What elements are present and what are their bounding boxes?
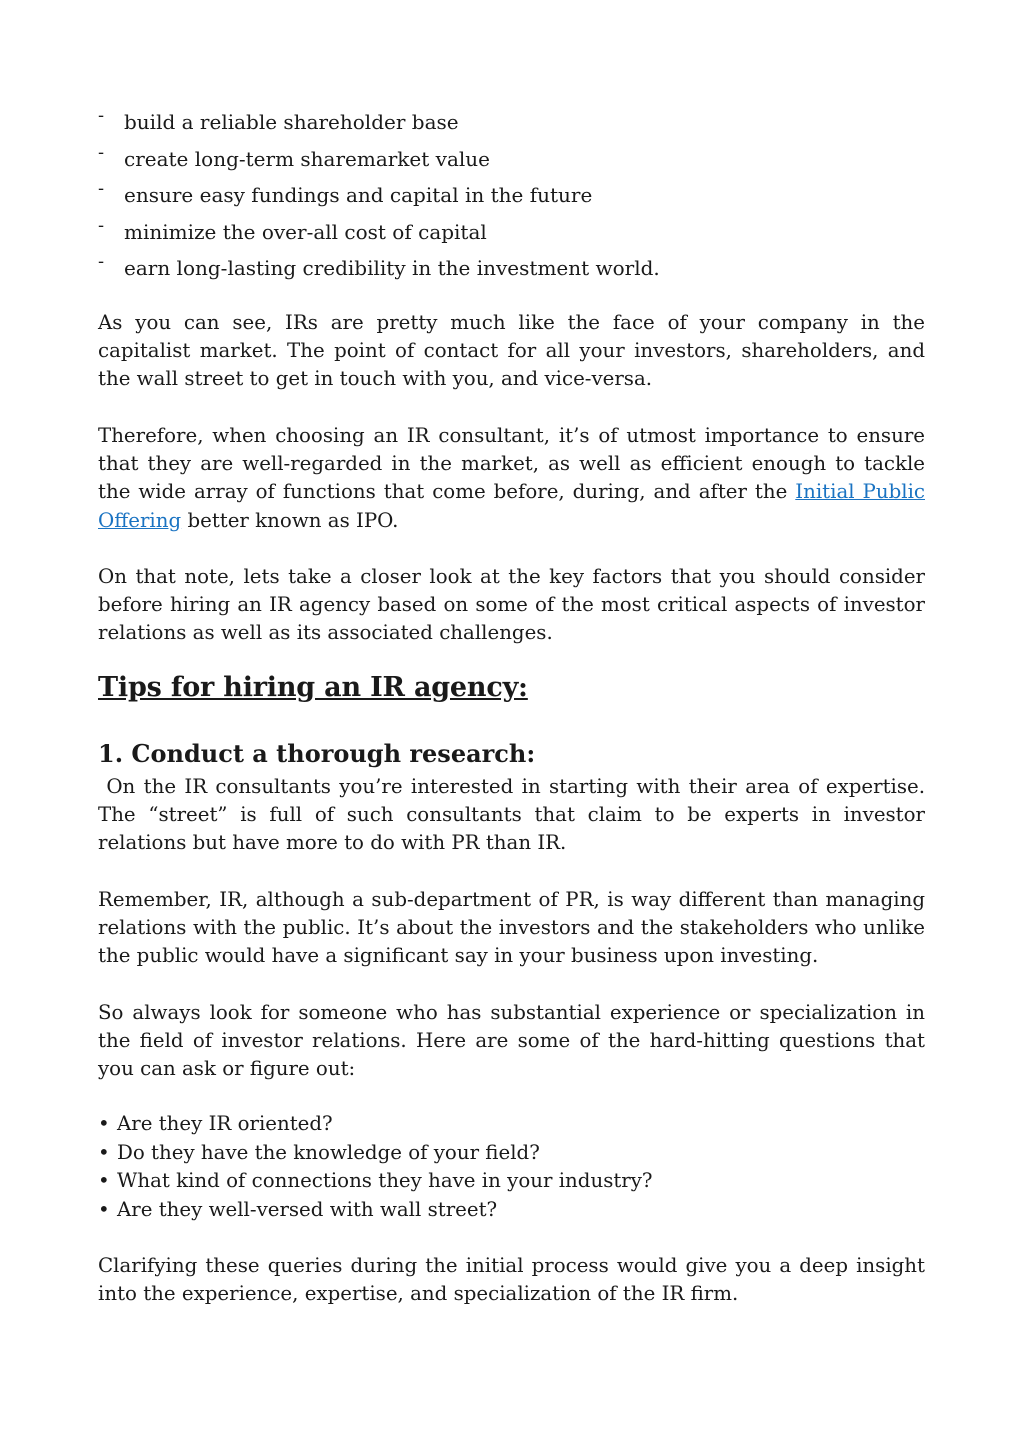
subsection-heading: 1. Conduct a thorough research:: [98, 739, 536, 768]
paragraph-remember: Remember, IR, although a sub-department of PR, is way different than managing relations with the public. It’s about the investors and the stakeholders who unlike the public would have a significant say in your business upon investing.: [98, 888, 925, 968]
list-item: [98, 141, 928, 178]
dash-marker: -: [98, 251, 105, 272]
dash-marker: -: [98, 214, 105, 236]
questions-list: [98, 1110, 653, 1224]
list-item-text: Are they well-versed with wall street?: [117, 1197, 498, 1221]
list-item: [98, 1167, 653, 1196]
list-item: [98, 104, 928, 141]
bullet-marker: •: [98, 1197, 110, 1221]
list-item: [98, 214, 928, 251]
list-item-text: Do they have the knowledge of your field?: [117, 1140, 540, 1164]
paragraph-clarifying: Clarifying these queries during the initial process would give you a deep insight into the experience, expertise, and specialization of the IR firm.: [98, 1254, 925, 1306]
bullet-marker: •: [98, 1169, 110, 1192]
bullet-marker: •: [98, 1112, 110, 1135]
paragraph-key-factors: On that note, lets take a closer look at the key factors that you should consider before hiring an IR agency based on some of the most critical aspects of investor relations as well as its associated challenges.: [98, 565, 925, 645]
list-item-text: What kind of connections they have in your industry?: [117, 1169, 653, 1192]
paragraph-text: Therefore, when choosing an IR consultant, it’s of utmost importance to ensure that they are well-regarded in the market, as well as efficient enough to tackle the wide array of functions that come before, during, and after the: [98, 424, 925, 504]
section-heading: Tips for hiring an IR agency:: [98, 672, 528, 703]
paragraph-ir-face: As you can see, IRs are pretty much like the face of your company in the capitalist market. The point of contact for all your investors, shareholders, and the wall street to get in touch with you, and vice-versa.: [98, 311, 925, 391]
ipo-link[interactable]: Initial Public Offering: [98, 480, 925, 532]
list-item-text: create long-term sharemarket value: [124, 146, 490, 171]
list-item: [98, 250, 928, 287]
list-item: [98, 1196, 653, 1225]
paragraph-text: better known as IPO.: [181, 508, 399, 532]
list-item-text: minimize the over-all cost of capital: [124, 219, 487, 244]
paragraph-research: On the IR consultants you’re interested in starting with their area of expertise. The “street” is full of such consultants that claim to be experts in investor relations but have more to do with PR than IR.: [98, 775, 932, 855]
list-item-text: Are they IR oriented?: [117, 1112, 333, 1135]
dash-marker: -: [98, 178, 105, 199]
benefits-list: [98, 104, 928, 287]
dash-marker: -: [98, 141, 105, 163]
list-item-text: ensure easy fundings and capital in the future: [124, 183, 593, 207]
list-item: [98, 177, 928, 214]
dash-marker: -: [98, 105, 105, 126]
list-item-text: earn long-lasting credibility in the investment world.: [124, 256, 660, 280]
paragraph-choosing-consultant: [98, 422, 925, 535]
paragraph-look-for: So always look for someone who has substantial experience or specialization in the field of investor relations. Here are some of the hard-hitting questions that you can ask or figure out:: [98, 1001, 925, 1081]
list-item: [98, 1139, 653, 1168]
bullet-marker: •: [98, 1140, 110, 1164]
list-item-text: build a reliable shareholder base: [124, 110, 459, 134]
list-item: [98, 1110, 653, 1139]
